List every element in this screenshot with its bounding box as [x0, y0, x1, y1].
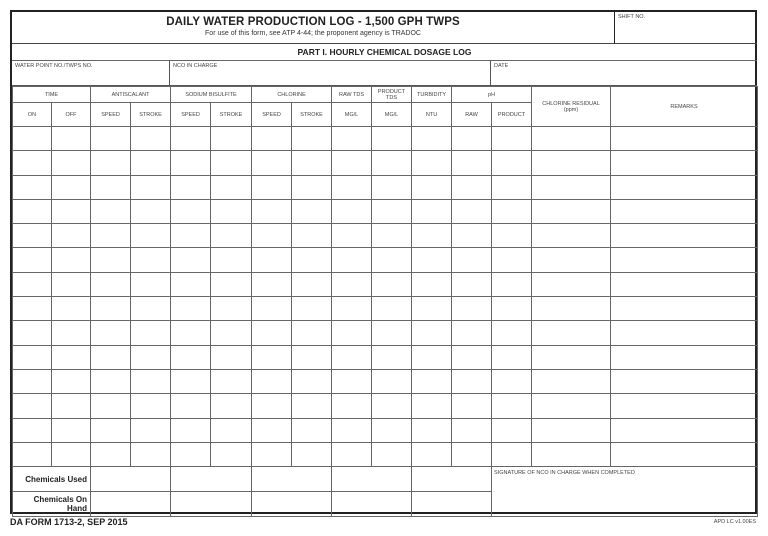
table-row: [13, 321, 758, 345]
cell-product-tds[interactable]: [372, 224, 412, 248]
table-row: [13, 224, 758, 248]
cell-chlorine-stroke[interactable]: [292, 442, 332, 466]
chemicals-used-chlorine[interactable]: [252, 467, 332, 492]
cell-antiscalant-speed[interactable]: [91, 369, 131, 393]
cell-remarks[interactable]: [611, 175, 758, 199]
cell-chlorine-residual[interactable]: [532, 442, 611, 466]
table-row: [13, 418, 758, 442]
chemicals-used-label: Chemicals Used: [13, 467, 91, 492]
cell-bisulfite-stroke[interactable]: [211, 369, 252, 393]
cell-ph-raw[interactable]: [452, 369, 492, 393]
col-turbidity: TURBIDITY: [412, 87, 452, 103]
cell-turbidity[interactable]: [412, 297, 452, 321]
cell-remarks[interactable]: [611, 418, 758, 442]
cell-product-tds[interactable]: [372, 297, 412, 321]
cell-antiscalant-speed[interactable]: [91, 442, 131, 466]
cell-turbidity[interactable]: [412, 199, 452, 223]
cell-chlorine-speed[interactable]: [252, 394, 292, 418]
cell-ph-product[interactable]: [492, 224, 532, 248]
cell-ph-product[interactable]: [492, 175, 532, 199]
cell-raw-tds[interactable]: [332, 175, 372, 199]
cell-product-tds[interactable]: [372, 321, 412, 345]
form-subtitle: For use of this form, see ATP 4-44; the proponent agency is TRADOC: [205, 30, 421, 37]
col-bisulfite-speed: SPEED: [171, 103, 211, 127]
data-rows: [13, 127, 758, 467]
cell-time-on[interactable]: [13, 394, 52, 418]
cell-time-off[interactable]: [52, 297, 91, 321]
cell-turbidity[interactable]: [412, 418, 452, 442]
chemicals-used-antiscalant[interactable]: [91, 467, 171, 492]
cell-time-on[interactable]: [13, 199, 52, 223]
cell-bisulfite-speed[interactable]: [171, 272, 211, 296]
chemicals-used-extra-2[interactable]: [412, 467, 492, 492]
col-raw-tds: RAW TDS: [332, 87, 372, 103]
chlorine-residual-unit: (ppm): [563, 106, 579, 113]
cell-bisulfite-stroke[interactable]: [211, 272, 252, 296]
cell-time-off[interactable]: [52, 345, 91, 369]
cell-chlorine-stroke[interactable]: [292, 418, 332, 442]
table-row: [13, 127, 758, 151]
cell-chlorine-stroke[interactable]: [292, 272, 332, 296]
shift-no-field[interactable]: [615, 12, 757, 44]
cell-bisulfite-speed[interactable]: [171, 151, 211, 175]
cell-raw-tds[interactable]: [332, 297, 372, 321]
cell-antiscalant-stroke[interactable]: [131, 297, 171, 321]
cell-bisulfite-speed[interactable]: [171, 394, 211, 418]
cell-chlorine-stroke[interactable]: [292, 345, 332, 369]
cell-time-on[interactable]: [13, 345, 52, 369]
cell-raw-tds[interactable]: [332, 345, 372, 369]
cell-bisulfite-stroke[interactable]: [211, 345, 252, 369]
cell-bisulfite-speed[interactable]: [171, 127, 211, 151]
table-row: [13, 297, 758, 321]
cell-remarks[interactable]: [611, 151, 758, 175]
cell-ph-raw[interactable]: [452, 175, 492, 199]
cell-bisulfite-stroke[interactable]: [211, 297, 252, 321]
cell-turbidity[interactable]: [412, 442, 452, 466]
cell-chlorine-speed[interactable]: [252, 297, 292, 321]
nco-in-charge-field[interactable]: [170, 61, 491, 86]
cell-ph-product[interactable]: [492, 248, 532, 272]
cell-chlorine-speed[interactable]: [252, 224, 292, 248]
cell-time-on[interactable]: [13, 369, 52, 393]
cell-antiscalant-speed[interactable]: [91, 224, 131, 248]
chlorine-residual-label: CHLORINE RESIDUAL: [542, 100, 600, 107]
cell-product-tds[interactable]: [372, 127, 412, 151]
cell-ph-raw[interactable]: [452, 345, 492, 369]
table-row: [13, 248, 758, 272]
cell-ph-product[interactable]: [492, 272, 532, 296]
cell-raw-tds[interactable]: [332, 442, 372, 466]
shift-no-label: SHIFT NO.: [618, 14, 646, 20]
cell-remarks[interactable]: [611, 345, 758, 369]
table-row: [13, 394, 758, 418]
col-time-off: OFF: [52, 103, 91, 127]
cell-bisulfite-stroke[interactable]: [211, 418, 252, 442]
cell-remarks[interactable]: [611, 321, 758, 345]
cell-ph-raw[interactable]: [452, 248, 492, 272]
cell-antiscalant-stroke[interactable]: [131, 442, 171, 466]
form-number: DA FORM 1713-2, SEP 2015: [10, 517, 128, 527]
cell-bisulfite-speed[interactable]: [171, 199, 211, 223]
cell-turbidity[interactable]: [412, 321, 452, 345]
cell-antiscalant-speed[interactable]: [91, 151, 131, 175]
cell-chlorine-stroke[interactable]: [292, 248, 332, 272]
cell-remarks[interactable]: [611, 248, 758, 272]
cell-chlorine-speed[interactable]: [252, 442, 292, 466]
col-turbidity-unit: NTU: [412, 103, 452, 127]
cell-antiscalant-stroke[interactable]: [131, 394, 171, 418]
cell-chlorine-stroke[interactable]: [292, 175, 332, 199]
cell-antiscalant-speed[interactable]: [91, 345, 131, 369]
cell-bisulfite-stroke[interactable]: [211, 199, 252, 223]
cell-bisulfite-stroke[interactable]: [211, 394, 252, 418]
daily-water-production-log-form: [10, 10, 757, 514]
part-i-heading: PART I. HOURLY CHEMICAL DOSAGE LOG: [12, 44, 757, 61]
cell-chlorine-residual[interactable]: [532, 418, 611, 442]
col-chlorine-residual: [532, 87, 611, 127]
cell-ph-product[interactable]: [492, 321, 532, 345]
cell-ph-raw[interactable]: [452, 394, 492, 418]
cell-antiscalant-stroke[interactable]: [131, 127, 171, 151]
cell-bisulfite-speed[interactable]: [171, 369, 211, 393]
cell-antiscalant-stroke[interactable]: [131, 175, 171, 199]
cell-antiscalant-stroke[interactable]: [131, 224, 171, 248]
cell-chlorine-stroke[interactable]: [292, 127, 332, 151]
cell-product-tds[interactable]: [372, 369, 412, 393]
nco-signature-field[interactable]: [492, 467, 758, 517]
water-point-label: WATER POINT NO./TWPS NO.: [15, 63, 93, 69]
cell-chlorine-residual[interactable]: [532, 369, 611, 393]
cell-antiscalant-stroke[interactable]: [131, 369, 171, 393]
cell-ph-raw[interactable]: [452, 224, 492, 248]
cell-bisulfite-speed[interactable]: [171, 442, 211, 466]
cell-ph-raw[interactable]: [452, 127, 492, 151]
cell-chlorine-stroke[interactable]: [292, 394, 332, 418]
cell-time-on[interactable]: [13, 272, 52, 296]
cell-time-off[interactable]: [52, 199, 91, 223]
chemicals-on-hand-extra-2[interactable]: [412, 492, 492, 517]
cell-time-off[interactable]: [52, 369, 91, 393]
cell-ph-raw[interactable]: [452, 418, 492, 442]
cell-time-on[interactable]: [13, 127, 52, 151]
col-time-on: ON: [13, 103, 52, 127]
col-ph-raw: RAW: [452, 103, 492, 127]
cell-time-on[interactable]: [13, 224, 52, 248]
cell-remarks[interactable]: [611, 442, 758, 466]
col-bisulfite-stroke: STROKE: [211, 103, 252, 127]
cell-ph-raw[interactable]: [452, 321, 492, 345]
cell-time-off[interactable]: [52, 272, 91, 296]
form-title: DAILY WATER PRODUCTION LOG - 1,500 GPH TWPS: [166, 16, 460, 28]
chemicals-on-hand-chlorine[interactable]: [252, 492, 332, 517]
cell-raw-tds[interactable]: [332, 418, 372, 442]
cell-chlorine-residual[interactable]: [532, 272, 611, 296]
form-version: APD LC v1.00ES: [713, 519, 756, 525]
header-row-groups: [13, 87, 758, 103]
cell-antiscalant-speed[interactable]: [91, 272, 131, 296]
chemicals-used-extra-1[interactable]: [332, 467, 412, 492]
col-chlorine-speed: SPEED: [252, 103, 292, 127]
cell-ph-raw[interactable]: [452, 272, 492, 296]
cell-turbidity[interactable]: [412, 345, 452, 369]
cell-antiscalant-stroke[interactable]: [131, 321, 171, 345]
cell-ph-product[interactable]: [492, 199, 532, 223]
cell-bisulfite-speed[interactable]: [171, 345, 211, 369]
cell-chlorine-speed[interactable]: [252, 248, 292, 272]
cell-bisulfite-speed[interactable]: [171, 175, 211, 199]
cell-remarks[interactable]: [611, 199, 758, 223]
col-group-ph: pH: [452, 87, 532, 103]
cell-chlorine-residual[interactable]: [532, 127, 611, 151]
cell-chlorine-residual[interactable]: [532, 151, 611, 175]
cell-ph-raw[interactable]: [452, 442, 492, 466]
cell-antiscalant-speed[interactable]: [91, 127, 131, 151]
cell-antiscalant-speed[interactable]: [91, 321, 131, 345]
cell-time-on[interactable]: [13, 248, 52, 272]
chemicals-used-bisulfite[interactable]: [171, 467, 252, 492]
table-row: [13, 369, 758, 393]
cell-remarks[interactable]: [611, 394, 758, 418]
cell-time-on[interactable]: [13, 297, 52, 321]
cell-turbidity[interactable]: [412, 175, 452, 199]
cell-antiscalant-stroke[interactable]: [131, 272, 171, 296]
cell-raw-tds[interactable]: [332, 369, 372, 393]
cell-turbidity[interactable]: [412, 394, 452, 418]
cell-product-tds[interactable]: [372, 151, 412, 175]
cell-chlorine-stroke[interactable]: [292, 224, 332, 248]
cell-bisulfite-stroke[interactable]: [211, 248, 252, 272]
chemical-dosage-table: [12, 86, 758, 517]
cell-turbidity[interactable]: [412, 224, 452, 248]
cell-chlorine-residual[interactable]: [532, 394, 611, 418]
col-group-chlorine: CHLORINE: [252, 87, 332, 103]
cell-time-off[interactable]: [52, 248, 91, 272]
cell-product-tds[interactable]: [372, 442, 412, 466]
cell-chlorine-speed[interactable]: [252, 127, 292, 151]
cell-ph-product[interactable]: [492, 442, 532, 466]
cell-chlorine-residual[interactable]: [532, 345, 611, 369]
cell-time-off[interactable]: [52, 151, 91, 175]
cell-chlorine-speed[interactable]: [252, 369, 292, 393]
cell-remarks[interactable]: [611, 224, 758, 248]
chemicals-on-hand-extra-1[interactable]: [332, 492, 412, 517]
cell-time-off[interactable]: [52, 224, 91, 248]
cell-chlorine-speed[interactable]: [252, 345, 292, 369]
cell-chlorine-residual[interactable]: [532, 248, 611, 272]
cell-bisulfite-speed[interactable]: [171, 224, 211, 248]
cell-chlorine-residual[interactable]: [532, 297, 611, 321]
col-group-time: TIME: [13, 87, 91, 103]
cell-remarks[interactable]: [611, 369, 758, 393]
cell-ph-raw[interactable]: [452, 199, 492, 223]
cell-turbidity[interactable]: [412, 272, 452, 296]
cell-antiscalant-speed[interactable]: [91, 418, 131, 442]
cell-time-off[interactable]: [52, 394, 91, 418]
cell-product-tds[interactable]: [372, 199, 412, 223]
col-antiscalant-stroke: STROKE: [131, 103, 171, 127]
cell-bisulfite-stroke[interactable]: [211, 151, 252, 175]
cell-chlorine-stroke[interactable]: [292, 369, 332, 393]
cell-ph-product[interactable]: [492, 345, 532, 369]
cell-time-off[interactable]: [52, 127, 91, 151]
cell-antiscalant-stroke[interactable]: [131, 418, 171, 442]
chemicals-on-hand-antiscalant[interactable]: [91, 492, 171, 517]
cell-product-tds[interactable]: [372, 345, 412, 369]
cell-antiscalant-speed[interactable]: [91, 175, 131, 199]
cell-chlorine-stroke[interactable]: [292, 151, 332, 175]
cell-turbidity[interactable]: [412, 248, 452, 272]
cell-ph-product[interactable]: [492, 394, 532, 418]
cell-antiscalant-speed[interactable]: [91, 297, 131, 321]
cell-bisulfite-stroke[interactable]: [211, 321, 252, 345]
table-row: [13, 272, 758, 296]
cell-turbidity[interactable]: [412, 369, 452, 393]
cell-product-tds[interactable]: [372, 248, 412, 272]
cell-time-off[interactable]: [52, 175, 91, 199]
col-group-antiscalant: ANTISCALANT: [91, 87, 171, 103]
cell-chlorine-stroke[interactable]: [292, 199, 332, 223]
cell-bisulfite-stroke[interactable]: [211, 442, 252, 466]
cell-product-tds[interactable]: [372, 394, 412, 418]
cell-ph-raw[interactable]: [452, 297, 492, 321]
cell-chlorine-residual[interactable]: [532, 175, 611, 199]
col-product-tds-unit: MG/L: [372, 103, 412, 127]
cell-antiscalant-speed[interactable]: [91, 248, 131, 272]
cell-chlorine-residual[interactable]: [532, 224, 611, 248]
table-row: [13, 151, 758, 175]
cell-chlorine-speed[interactable]: [252, 199, 292, 223]
cell-bisulfite-speed[interactable]: [171, 248, 211, 272]
cell-bisulfite-speed[interactable]: [171, 297, 211, 321]
cell-product-tds[interactable]: [372, 418, 412, 442]
cell-product-tds[interactable]: [372, 175, 412, 199]
col-ph-product: PRODUCT: [492, 103, 532, 127]
table-row: [13, 175, 758, 199]
nco-in-charge-label: NCO IN CHARGE: [173, 63, 218, 69]
cell-time-off[interactable]: [52, 321, 91, 345]
date-field[interactable]: [491, 61, 757, 86]
col-group-sodium-bisulfite: SODIUM BISULFITE: [171, 87, 252, 103]
cell-bisulfite-stroke[interactable]: [211, 127, 252, 151]
water-point-field[interactable]: [12, 61, 170, 86]
cell-ph-raw[interactable]: [452, 151, 492, 175]
cell-ph-product[interactable]: [492, 151, 532, 175]
col-product-tds: PRODUCT TDS: [372, 87, 412, 103]
cell-chlorine-stroke[interactable]: [292, 297, 332, 321]
cell-raw-tds[interactable]: [332, 394, 372, 418]
cell-time-off[interactable]: [52, 418, 91, 442]
cell-ph-product[interactable]: [492, 127, 532, 151]
table-row: [13, 345, 758, 369]
cell-bisulfite-speed[interactable]: [171, 418, 211, 442]
cell-chlorine-speed[interactable]: [252, 175, 292, 199]
cell-bisulfite-stroke[interactable]: [211, 175, 252, 199]
form-title-block: [12, 12, 615, 44]
cell-antiscalant-stroke[interactable]: [131, 248, 171, 272]
cell-time-on[interactable]: [13, 442, 52, 466]
cell-chlorine-stroke[interactable]: [292, 321, 332, 345]
cell-raw-tds[interactable]: [332, 127, 372, 151]
cell-time-on[interactable]: [13, 321, 52, 345]
cell-chlorine-speed[interactable]: [252, 272, 292, 296]
cell-raw-tds[interactable]: [332, 321, 372, 345]
cell-ph-product[interactable]: [492, 297, 532, 321]
cell-product-tds[interactable]: [372, 272, 412, 296]
cell-time-off[interactable]: [52, 442, 91, 466]
cell-antiscalant-stroke[interactable]: [131, 345, 171, 369]
cell-chlorine-speed[interactable]: [252, 151, 292, 175]
col-chlorine-stroke: STROKE: [292, 103, 332, 127]
cell-remarks[interactable]: [611, 127, 758, 151]
cell-antiscalant-speed[interactable]: [91, 199, 131, 223]
cell-chlorine-speed[interactable]: [252, 321, 292, 345]
table-row: [13, 442, 758, 466]
cell-chlorine-speed[interactable]: [252, 418, 292, 442]
cell-bisulfite-speed[interactable]: [171, 321, 211, 345]
cell-turbidity[interactable]: [412, 151, 452, 175]
cell-bisulfite-stroke[interactable]: [211, 224, 252, 248]
cell-time-on[interactable]: [13, 175, 52, 199]
table-row: [13, 199, 758, 223]
col-antiscalant-speed: SPEED: [91, 103, 131, 127]
cell-chlorine-residual[interactable]: [532, 199, 611, 223]
cell-raw-tds[interactable]: [332, 272, 372, 296]
cell-raw-tds[interactable]: [332, 151, 372, 175]
cell-raw-tds[interactable]: [332, 224, 372, 248]
cell-antiscalant-stroke[interactable]: [131, 151, 171, 175]
cell-remarks[interactable]: [611, 272, 758, 296]
cell-raw-tds[interactable]: [332, 199, 372, 223]
cell-time-on[interactable]: [13, 151, 52, 175]
cell-turbidity[interactable]: [412, 127, 452, 151]
chemicals-on-hand-bisulfite[interactable]: [171, 492, 252, 517]
cell-time-on[interactable]: [13, 418, 52, 442]
cell-remarks[interactable]: [611, 297, 758, 321]
date-label: DATE: [494, 63, 509, 69]
cell-ph-product[interactable]: [492, 369, 532, 393]
cell-raw-tds[interactable]: [332, 248, 372, 272]
col-raw-tds-unit: MG/L: [332, 103, 372, 127]
cell-chlorine-residual[interactable]: [532, 321, 611, 345]
cell-ph-product[interactable]: [492, 418, 532, 442]
cell-antiscalant-speed[interactable]: [91, 394, 131, 418]
cell-antiscalant-stroke[interactable]: [131, 199, 171, 223]
signature-label: SIGNATURE OF NCO IN CHARGE WHEN COMPLETED: [494, 470, 635, 477]
col-remarks: REMARKS: [611, 87, 758, 127]
chemicals-on-hand-label: Chemicals On Hand: [13, 492, 91, 517]
chemicals-used-row: [13, 467, 758, 492]
